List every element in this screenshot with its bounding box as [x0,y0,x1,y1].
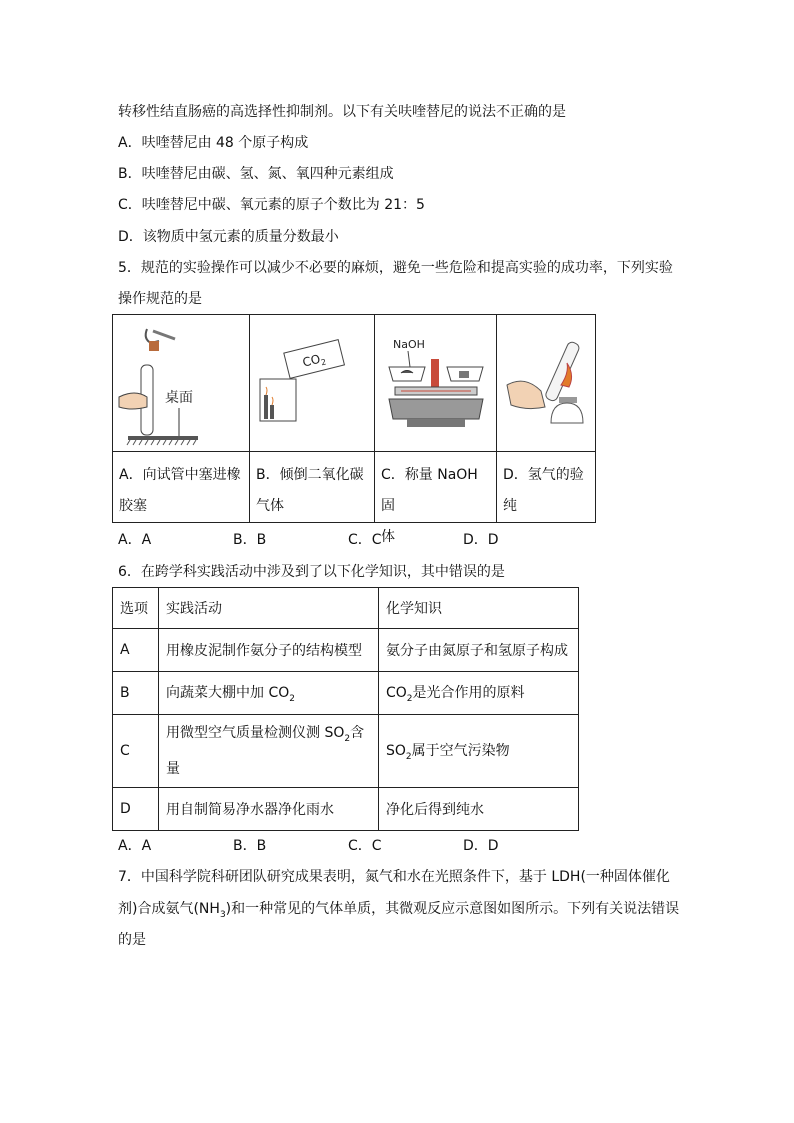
q4-option-a[interactable]: A．呋喹替尼由 48 个原子构成 [118,135,309,151]
figure-b-cell [250,315,375,452]
q5-stem-line2: 操作规范的是 [118,291,202,307]
row-b-knowledge: $CO_2$是光合作用的原料 [379,672,579,715]
table-row [113,788,579,831]
naoh-label: NaOH [393,338,425,351]
header-option: 选项 [113,588,159,629]
row-d-option: D [113,788,159,831]
q6-answer-a[interactable]: A．A [118,838,152,854]
row-b-activity: 向蔬菜大棚中加 $CO_2$ [159,672,379,715]
row-d-activity: 用自制简易净水器净化雨水 [159,788,379,831]
q7-stem-line1: 7．中国科学院科研团队研究成果表明，氮气和水在光照条件下，基于 LDH(一种固体催化 [118,869,670,885]
q6-answer-d[interactable]: D．D [463,838,499,854]
figure-d-cell [497,315,596,452]
row-a-activity: 用橡皮泥制作氨分子的结构模型 [159,629,379,672]
co2-pouring-figure [250,315,374,451]
row-c-option: C [113,715,159,788]
desk-label: 桌面 [165,390,193,406]
q4-option-d[interactable]: D．该物质中氢元素的质量分数最小 [118,229,339,245]
q6-answer-b[interactable]: B．B [233,838,267,854]
balance-weighing-figure [375,315,496,451]
row-d-knowledge: 净化后得到纯水 [379,788,579,831]
caption-c: C．称量 NaOH 固 体 [375,452,497,523]
row-a-option: A [113,629,159,672]
table-row [113,672,579,715]
q4-option-c[interactable]: C．呋喹替尼中碳、氧元素的原子个数比为 21：5 [118,197,425,213]
q5-answer-b[interactable]: B．B [233,532,267,548]
row-b-option: B [113,672,159,715]
caption-a: A．向试管中塞进橡 胶塞 [113,452,250,523]
header-knowledge: 化学知识 [379,588,579,629]
q5-answer-a[interactable]: A．A [118,532,152,548]
table-row [113,629,579,672]
q5-stem-line1: 5．规范的实验操作可以减少不必要的麻烦，避免一些危险和提高实验的成功率，下列实验 [118,260,673,276]
test-tube-stopper-figure [113,315,249,451]
q6-answer-c[interactable]: C．C [348,838,382,854]
row-a-knowledge: 氨分子由氮原子和氢原子构成 [379,629,579,672]
figure-c-cell [375,315,497,452]
q5-answer-c[interactable]: C．C [348,532,382,548]
q7-stem-line2: 剂)合成氨气$(NH_3)$和一种常见的气体单质，其微观反应示意图如图所示。下列有关说法错误 [118,901,680,920]
q4-option-b[interactable]: B．呋喹替尼由碳、氢、氮、氧四种元素组成 [118,166,394,182]
q4-stem: 转移性结直肠癌的高选择性抑制剂。以下有关呋喹替尼的说法不正确的是 [118,104,566,120]
q5-answer-d[interactable]: D．D [463,532,499,548]
caption-b: B．倾倒二氧化碳 气体 [250,452,375,523]
row-c-activity: 用微型空气质量检测仪测 $SO_2$含 量 [159,715,379,788]
table-header-row [113,588,579,629]
table-row [113,715,579,788]
q7-stem-line3: 的是 [118,932,146,948]
svg-text:CO2: $CO_2$ [301,351,328,370]
co2-label: CO [301,351,322,370]
figure-a-cell [113,315,250,452]
q6-knowledge-table [112,587,579,831]
hydrogen-purity-test-figure [497,315,595,451]
header-activity: 实践活动 [159,588,379,629]
q5-answer-options [118,530,578,550]
q6-answer-options [118,836,578,856]
q6-stem: 6．在跨学科实践活动中涉及到了以下化学知识，其中错误的是 [118,564,505,580]
row-c-knowledge: $SO_2$属于空气污染物 [379,715,579,788]
caption-d: D．氢气的验 纯 [497,452,596,523]
